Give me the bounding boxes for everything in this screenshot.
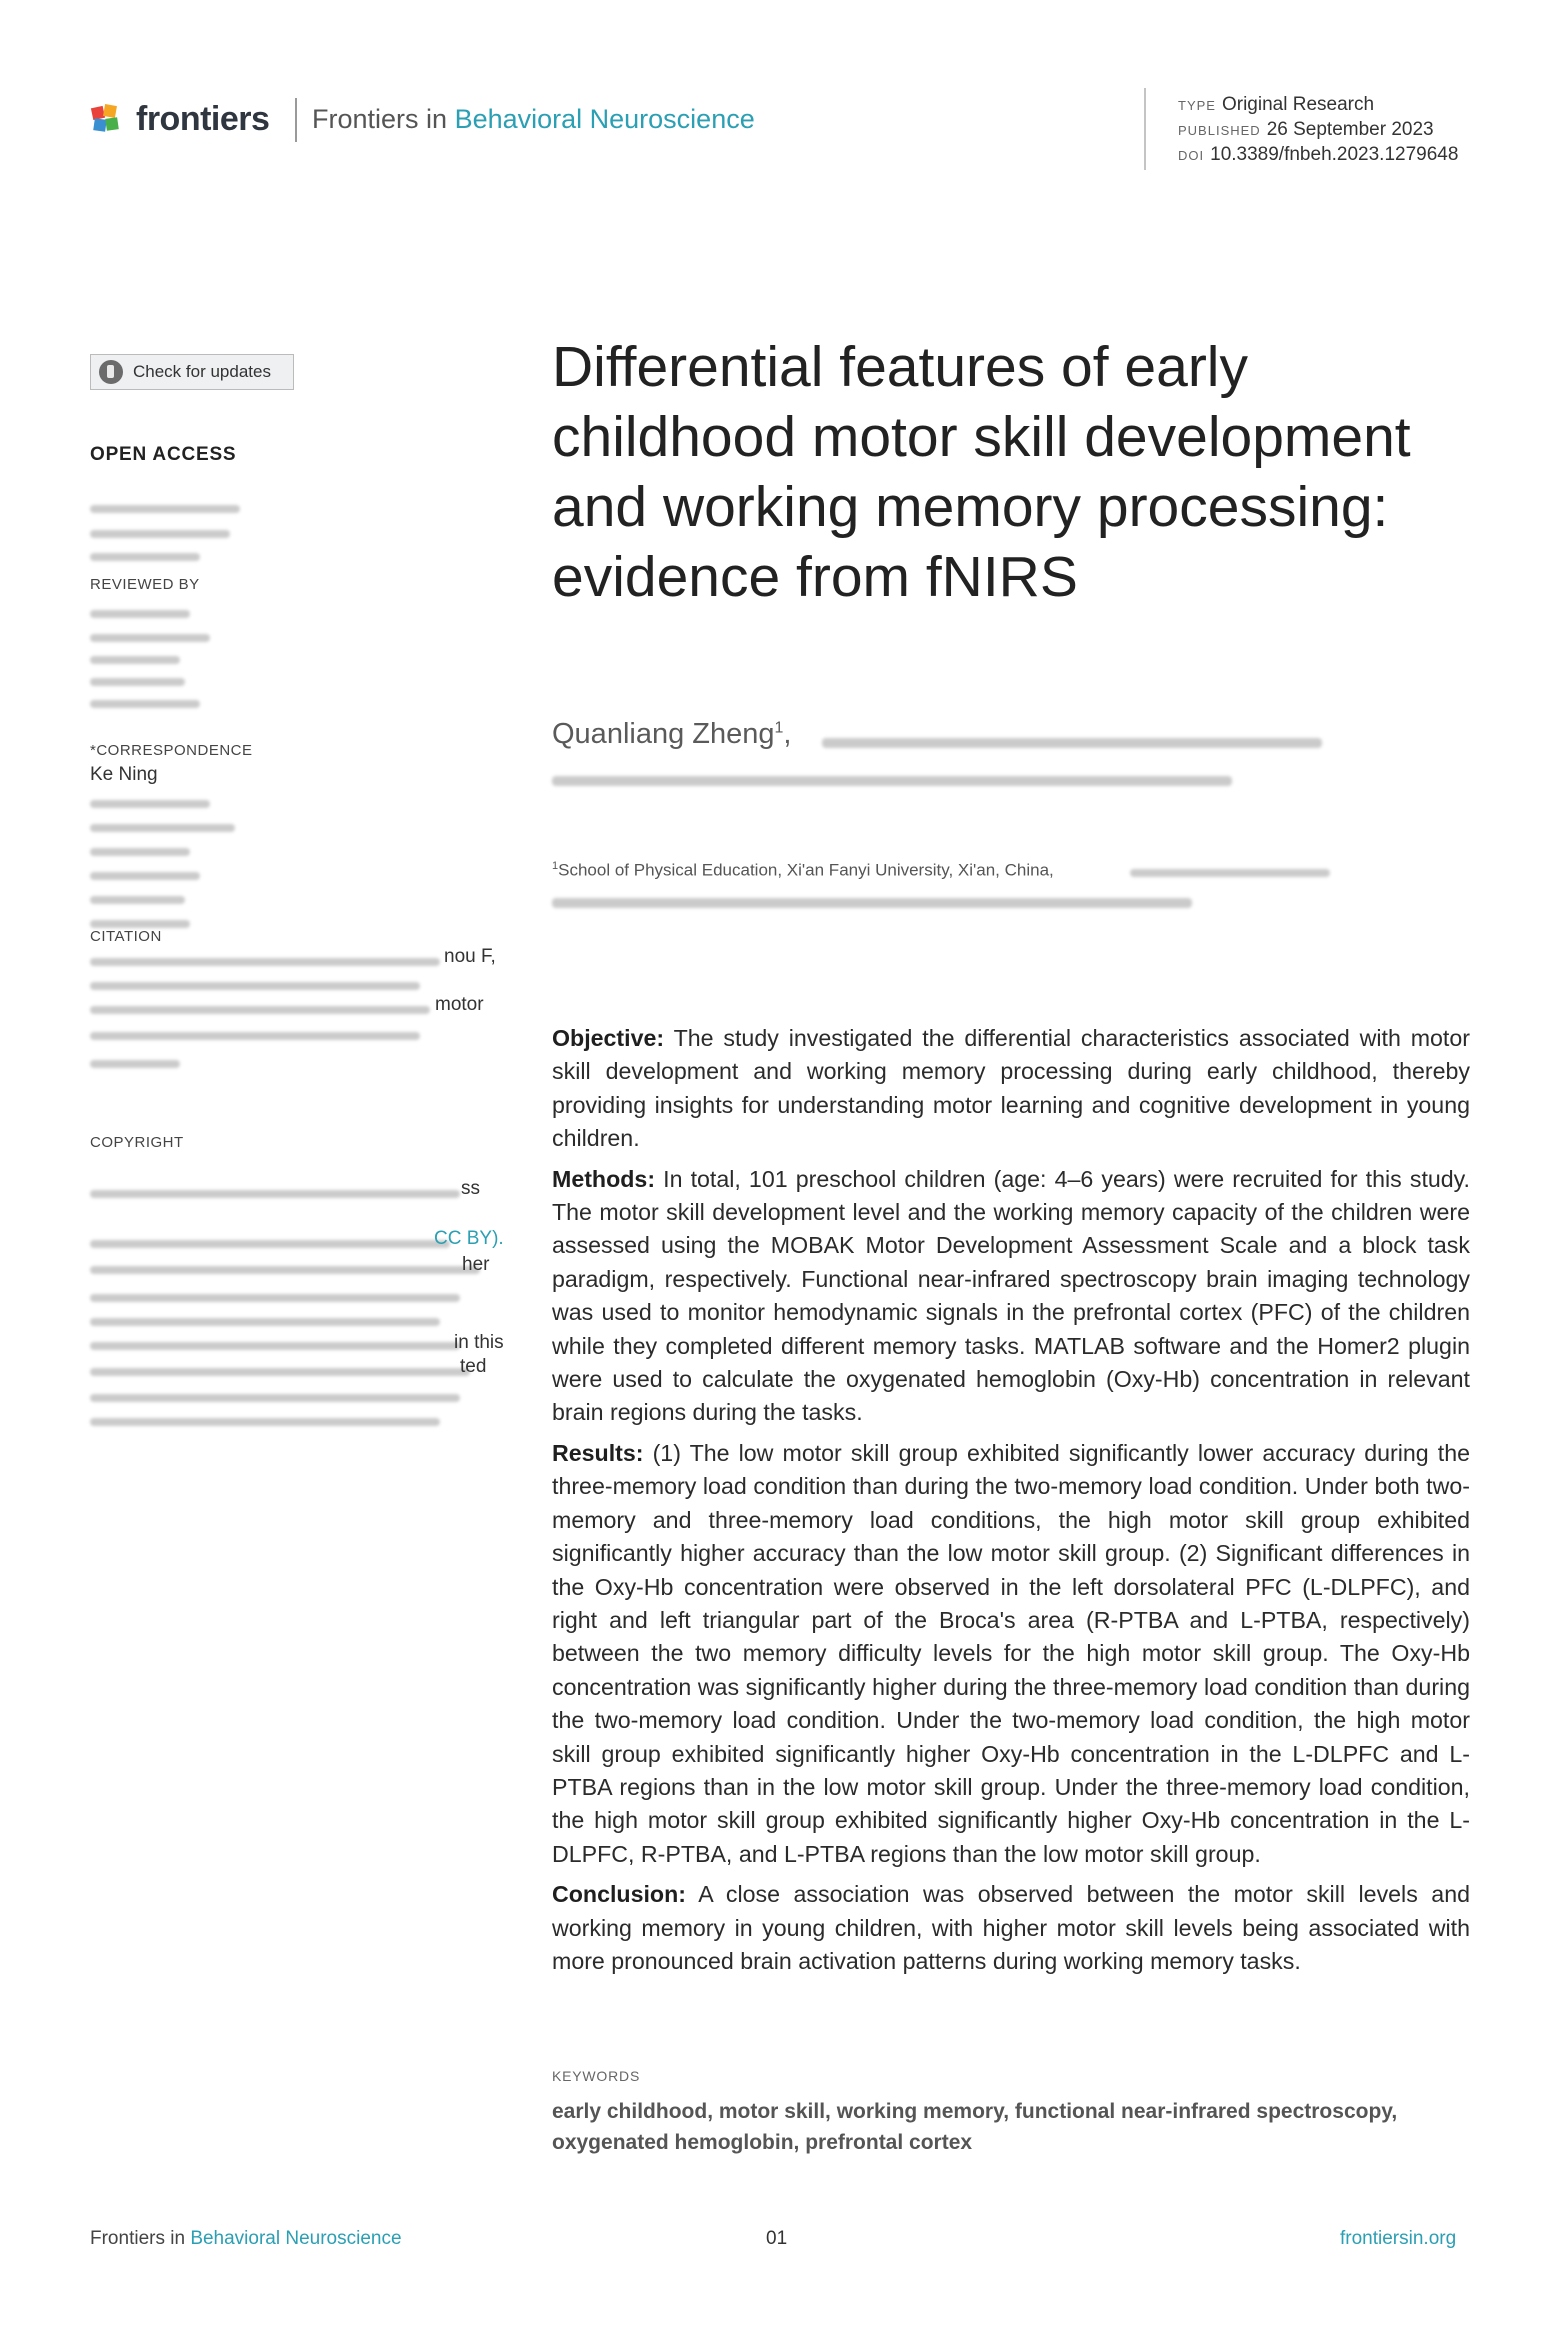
correspondence-heading: *CORRESPONDENCE bbox=[90, 742, 253, 759]
citation-redacted bbox=[90, 1006, 430, 1014]
doi-value[interactable]: 10.3389/fnbeh.2023.1279648 bbox=[1210, 144, 1459, 165]
citation-redacted bbox=[90, 982, 420, 990]
citation-redacted bbox=[90, 958, 440, 966]
author-list: Quanliang Zheng$^1$, bbox=[552, 718, 792, 750]
citation-fragment: nou F, bbox=[444, 946, 496, 967]
copyright-redacted bbox=[90, 1394, 460, 1402]
journal-prefix: Frontiers in bbox=[312, 104, 448, 134]
page-number: 01 bbox=[766, 2228, 788, 2249]
affiliation-text: School of Physical Education, Xi'an Fanyi University, Xi'an, China, bbox=[558, 860, 1054, 880]
affiliation-redacted bbox=[1130, 869, 1330, 877]
affiliation bbox=[552, 860, 1054, 881]
published-value: 26 September 2023 bbox=[1266, 119, 1434, 140]
check-for-updates-label: Check for updates bbox=[133, 362, 271, 381]
logo-wordmark: frontiers bbox=[136, 100, 270, 138]
article-title: Differential features of early childhood motor skill development and working memory processing: evidence from fNIRS bbox=[552, 335, 1411, 609]
doi-label: DOI bbox=[1178, 148, 1205, 163]
methods-text: In total, 101 preschool children (age: 4–6 years) were recruited for this study. The motor skill development level and the working memory capacity of the children were assessed using the MOBAK Motor Development Assessment Scale and a block task paradigm, respectively. Functional near-infrared spectroscopy brain imaging technology was used to monitor hemodynamic signals in the prefrontal cortex (PFC) of the children while they completed different memory tasks. MATLAB software and the Homer2 plugin were used to calculate the oxygenated hemoglobin (Oxy-Hb) concentration in relevant brain regions during the tasks. bbox=[552, 1165, 1470, 1426]
published-label: PUBLISHED bbox=[1178, 123, 1261, 138]
results-label: Results: bbox=[552, 1439, 644, 1466]
abstract-methods bbox=[552, 1163, 1470, 1430]
footer-journal bbox=[90, 2228, 402, 2250]
objective-text: The study investigated the differential characteristics associated with motor skill development and working memory processing during early childhood, thereby providing insights for understanding motor learning and cognitive development in young children. bbox=[552, 1025, 1470, 1152]
copyright-fragment: ted bbox=[460, 1356, 487, 1377]
correspondence-redacted bbox=[90, 848, 190, 856]
reviewer-redacted bbox=[90, 610, 190, 618]
copyright-heading: COPYRIGHT bbox=[90, 1134, 184, 1151]
copyright-redacted bbox=[90, 1190, 460, 1198]
editor-redacted bbox=[90, 505, 240, 513]
article-type bbox=[1178, 94, 1374, 116]
copyright-redacted bbox=[90, 1368, 470, 1376]
keywords-list: early childhood, motor skill, working memory, functional near-infrared spectroscopy, oxygenated hemoglobin, prefrontal cortex bbox=[552, 2100, 1398, 2154]
abstract-objective bbox=[552, 1022, 1470, 1156]
copyright-fragment: in this bbox=[454, 1332, 504, 1353]
abstract bbox=[552, 1022, 1470, 1985]
check-for-updates-button[interactable] bbox=[90, 354, 294, 390]
citation-fragment: motor bbox=[435, 994, 484, 1015]
type-label: TYPE bbox=[1178, 98, 1216, 113]
correspondent-name: Ke Ning bbox=[90, 764, 158, 785]
site-link[interactable]: frontiersin.org bbox=[1340, 2228, 1457, 2249]
doi[interactable] bbox=[1178, 144, 1458, 166]
bookmark-icon bbox=[99, 360, 123, 384]
open-access-heading: OPEN ACCESS bbox=[90, 444, 237, 465]
correspondence-redacted bbox=[90, 800, 210, 808]
abstract-results bbox=[552, 1437, 1470, 1871]
keywords-heading: KEYWORDS bbox=[552, 2068, 641, 2084]
author-affiliation-number: 1 bbox=[774, 719, 784, 737]
reviewed-by-heading: REVIEWED BY bbox=[90, 576, 200, 593]
authors-redacted bbox=[552, 776, 1232, 786]
correspondence-redacted bbox=[90, 872, 200, 880]
copyright-fragment: ss bbox=[461, 1178, 480, 1199]
reviewer-redacted bbox=[90, 656, 180, 664]
conclusion-text: A close association was observed between the motor skill levels and working memory in young children, with higher motor skill levels being associated with more pronounced brain activation patterns during working memory tasks. bbox=[552, 1881, 1470, 1974]
license-link[interactable]: CC BY). bbox=[434, 1228, 504, 1249]
objective-label: Objective: bbox=[552, 1025, 665, 1051]
meta-divider bbox=[1144, 88, 1146, 170]
correspondence-redacted bbox=[90, 824, 235, 832]
reviewer-redacted bbox=[90, 634, 210, 642]
editor-redacted bbox=[90, 553, 200, 561]
copyright-redacted bbox=[90, 1318, 440, 1326]
copyright-redacted bbox=[90, 1266, 480, 1274]
copyright-redacted bbox=[90, 1418, 440, 1426]
reviewer-redacted bbox=[90, 678, 185, 686]
published-date bbox=[1178, 119, 1434, 141]
correspondence-redacted bbox=[90, 920, 190, 928]
citation-heading: CITATION bbox=[90, 928, 162, 945]
methods-label: Methods: bbox=[552, 1165, 656, 1192]
header-separator bbox=[295, 98, 297, 142]
copyright-redacted bbox=[90, 1240, 450, 1248]
editor-redacted bbox=[90, 530, 230, 538]
journal-name: Behavioral Neuroscience bbox=[454, 104, 755, 134]
affiliation-number: 1 bbox=[552, 860, 559, 872]
citation-redacted bbox=[90, 1032, 420, 1040]
journal-title bbox=[312, 104, 755, 135]
citation-redacted bbox=[90, 1060, 180, 1068]
copyright-redacted bbox=[90, 1294, 460, 1302]
results-text: (1) The low motor skill group exhibited significantly lower accuracy during the three-memory load condition than during the two-memory load condition. Under both two-memory and three-memory load conditions, the high motor skill group exhibited significantly higher accuracy than the low motor skill group. (2) Significant differences in the Oxy-Hb concentration were observed in the left dorsolateral PFC (L-DLPFC), and right and left triangular part of the Broca's area (R-PTBA and L-PTBA, respectively) between the two memory difficulty levels for the high motor skill group. The Oxy-Hb concentration was significantly higher during the three-memory load condition than during the two-memory load condition. Under the two-memory load condition, the high motor skill group exhibited significantly higher Oxy-Hb concentration in the L-DLPFC and L-PTBA regions than in the low motor skill group. Under the three-memory load condition, the high motor skill group exhibited significantly higher Oxy-Hb concentration in the L-DLPFC, R-PTBA, and L-PTBA regions than the low motor skill group. bbox=[552, 1439, 1470, 1867]
abstract-conclusion bbox=[552, 1878, 1470, 1978]
reviewer-redacted bbox=[90, 700, 200, 708]
correspondence-redacted bbox=[90, 896, 185, 904]
copyright-fragment: her bbox=[462, 1254, 490, 1275]
frontiers-logo-icon bbox=[90, 103, 124, 137]
footer-journal-prefix: Frontiers in bbox=[90, 2228, 186, 2249]
affiliation-redacted bbox=[552, 898, 1192, 908]
frontiers-logo[interactable] bbox=[90, 100, 269, 139]
authors-redacted bbox=[822, 738, 1322, 748]
first-author[interactable]: Quanliang Zheng bbox=[552, 718, 775, 750]
type-value: Original Research bbox=[1221, 94, 1375, 115]
conclusion-label: Conclusion: bbox=[552, 1881, 686, 1908]
copyright-redacted bbox=[90, 1342, 460, 1350]
footer-journal-name: Behavioral Neuroscience bbox=[190, 2228, 402, 2249]
